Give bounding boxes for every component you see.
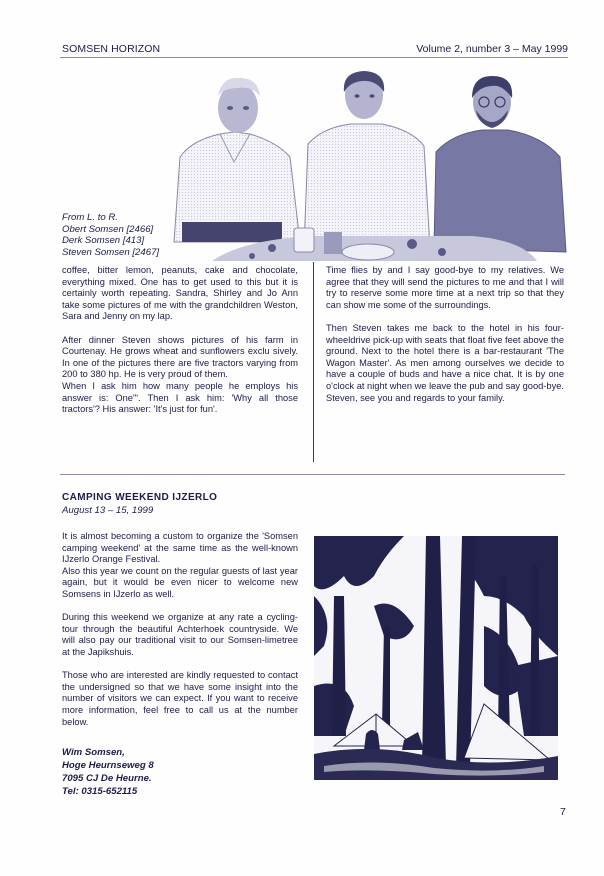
family-photo [172, 62, 567, 261]
signature-city: 7095 CJ De Heurne. [62, 773, 152, 784]
section-divider [60, 474, 565, 475]
article-left-column [62, 265, 298, 427]
publication-title: SOMSEN HORIZON [62, 43, 161, 55]
paragraph: Steven, see you and regards to your family. [326, 392, 505, 403]
caption-line: Obert Somsen [2466] [62, 223, 154, 235]
paragraph: Then Steven takes me back to the hotel in his four-wheeldrive pick-up with seats that float five feet above the ground. Next to the hotel there is a bar-restaurant 'The Wagon Master'. As men among ourselves we decide to have a couple of buds and have a nice chat. It is by one o'clock at night when we leave the pub and say good-bye. [326, 322, 564, 391]
signature-phone: Tel: 0315-652115 [62, 786, 138, 797]
column-divider [313, 262, 314, 462]
paragraph: When I ask him how many people he employs his answer is: One"'. Then I ask him: 'Why all those tractors'? His answer: 'It's just for fun'. [62, 380, 298, 415]
camping-body [62, 531, 298, 740]
paragraph: Those who are interested are kindly requested to contact the undersigned so that we have some insight into the number of visitors we can expect. If you want to receive more information, feel free to call us at the number below. [62, 670, 298, 727]
signature-street: Hoge Heurnseweg 8 [62, 760, 154, 771]
person-derk [304, 71, 430, 248]
article-right-column [326, 265, 564, 416]
person-obert [174, 78, 300, 242]
photo-caption [62, 212, 159, 258]
page-number: 7 [560, 806, 566, 818]
signature-name: Wim Somsen, [62, 747, 125, 758]
header-divider [60, 57, 568, 58]
caption-line: Steven Somsen [2467] [62, 246, 160, 258]
paragraph: After dinner Steven shows pictures of his farm in Courtenay. He grows wheat and sunflowers exclu sively. In one of the pictures there are five tractors varying from 200 to 380 hp. He is very proud of them. [62, 334, 298, 380]
camping-title: CAMPING WEEKEND IJZERLO [62, 492, 218, 503]
paragraph: During this weekend we organize at any rate a cycling-tour through the beautiful Achterhoek countryside. We will also pay our traditional visit to our Somsen-limetree at the Japikshuis. [62, 612, 298, 657]
contact-signature [62, 746, 154, 798]
issue-info: Volume 2, number 3 – May 1999 [416, 43, 568, 55]
camping-date: August 13 – 15, 1999 [62, 505, 154, 516]
person-steven [434, 76, 566, 252]
camping-photo [314, 536, 558, 780]
paragraph: coffee, bitter lemon, peanuts, cake and chocolate, everything mixed. One has to get used to this but it is certainly worth repeating. Sandra, Shirley and Jo Ann take some pictures of me with the grandchildren Weston, Sara and Jenny on my lap. [62, 265, 298, 322]
paragraph: It is almost becoming a custom to organize the 'Somsen camping weekend' at the same time as the well-known IJzerlo Orange Festival. [62, 531, 298, 565]
caption-line: Derk Somsen [413] [62, 235, 145, 247]
paragraph: Time flies by and I say good-bye to my relatives. We agree that they will send the pictures to me and that I will try to reserve some more time at a next trip so that they can show me some of the surroundings. [326, 265, 564, 310]
caption-line: From L. to R. [62, 212, 118, 223]
paragraph: Also this year we count on the regular guests of last year again, but it would be even nicer to welcome new Somsens in IJzerlo as well. [62, 565, 298, 599]
